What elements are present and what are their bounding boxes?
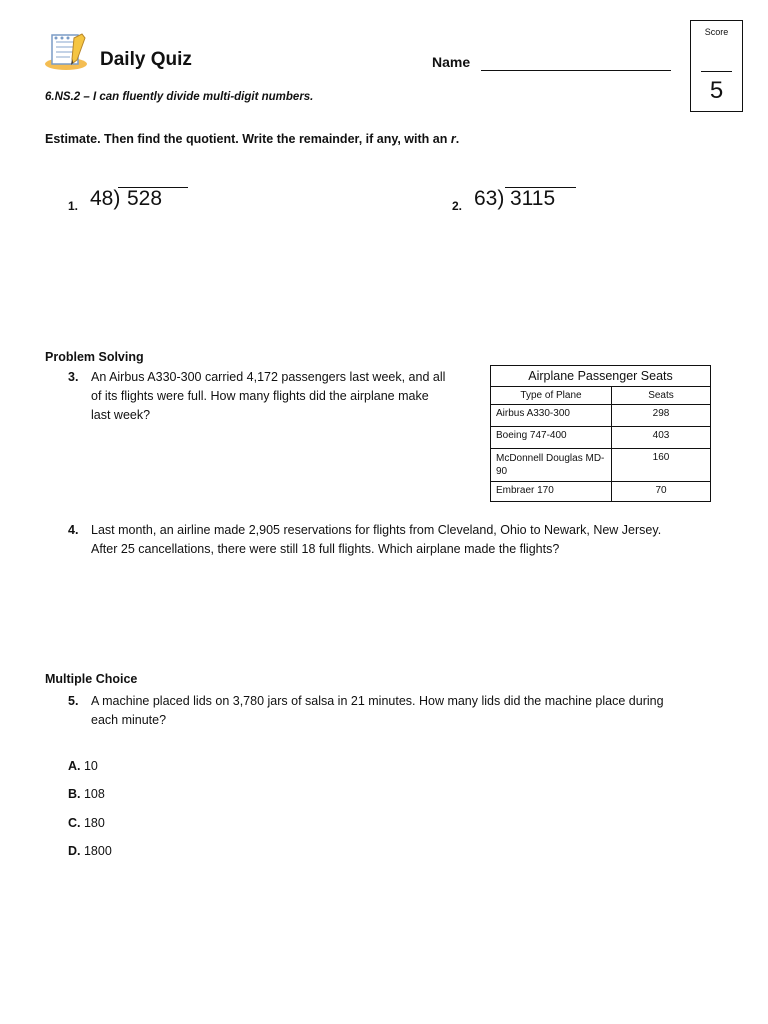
question-4-number: 4.	[68, 523, 79, 537]
instructions-end: .	[455, 132, 460, 146]
question-4-line: After 25 cancellations, there were still 18 full flights. Which airplane made the flights?	[91, 542, 560, 556]
table-caption: Airplane Passenger Seats	[490, 365, 711, 386]
table-header-row	[491, 387, 711, 405]
table-header: Seats	[612, 387, 711, 405]
question-3-line: An Airbus A330-300 carried 4,172 passengers last week, and all	[91, 370, 446, 384]
question-3-text	[91, 368, 486, 425]
table-header: Type of Plane	[491, 387, 612, 405]
score-box	[690, 20, 743, 112]
problem-1	[90, 187, 120, 211]
choice-value: 1800	[83, 844, 112, 858]
table-cell-seats: 160	[612, 449, 711, 482]
problem-2-dividend: 3115	[510, 187, 556, 210]
page-title: Daily Quiz	[100, 49, 192, 70]
choice-value: 108	[83, 787, 105, 801]
table-cell-plane: Boeing 747-400	[491, 427, 612, 449]
choice-b[interactable]	[68, 787, 105, 801]
problem-solving-heading: Problem Solving	[45, 350, 144, 364]
question-4-line: Last month, an airline made 2,905 reservations for flights from Cleveland, Ohio to Newark, New Jersey.	[91, 523, 662, 537]
table-cell-seats: 403	[612, 427, 711, 449]
instructions-text: Estimate. Then find the quotient. Write the remainder, if any, with an	[45, 132, 451, 146]
table-cell-seats: 70	[612, 482, 711, 502]
score-total: 5	[709, 77, 724, 104]
question-3-number: 3.	[68, 370, 79, 384]
choice-letter: B.	[68, 787, 81, 801]
question-5-line: each minute?	[91, 713, 167, 727]
choice-letter: C.	[68, 816, 81, 830]
instructions-r: r	[450, 132, 456, 146]
table-row	[491, 449, 711, 482]
instructions	[45, 132, 459, 146]
choice-d[interactable]	[68, 844, 112, 858]
table-row	[491, 427, 711, 449]
table-row	[491, 405, 711, 427]
quiz-logo-icon	[44, 32, 90, 72]
problem-1-divisor: 48	[90, 187, 114, 210]
standard-statement: 6.NS.2 – I can fluently divide multi-digit numbers.	[45, 91, 314, 103]
question-5-number: 5.	[68, 694, 79, 708]
problem-2-number: 2.	[452, 199, 463, 213]
choice-value: 180	[83, 816, 105, 830]
question-3-line: last week?	[91, 408, 151, 422]
question-3-line: of its flights were full. How many flights did the airplane make	[91, 389, 429, 403]
multiple-choice-heading: Multiple Choice	[45, 672, 138, 686]
choice-letter: A.	[68, 759, 81, 773]
question-5-text	[91, 692, 751, 730]
table-cell-plane: Embraer 170	[491, 482, 612, 502]
choice-value: 10	[83, 759, 98, 773]
score-line[interactable]	[701, 71, 732, 72]
problem-1-number: 1.	[68, 199, 79, 213]
table-row	[491, 482, 711, 502]
airplane-seats-table	[490, 365, 711, 502]
question-4-text	[91, 521, 751, 559]
table-cell-plane: McDonnell Douglas MD-90	[491, 449, 612, 482]
problem-2	[474, 187, 504, 211]
table-cell-plane: Airbus A330-300	[491, 405, 612, 427]
table-cell-seats: 298	[612, 405, 711, 427]
question-5-line: A machine placed lids on 3,780 jars of salsa in 21 minutes. How many lids did the machine place during	[91, 694, 664, 708]
division-bracket-icon: )	[497, 187, 505, 210]
problem-2-divisor: 63	[474, 187, 498, 210]
name-label: Name	[432, 54, 471, 70]
choice-a[interactable]	[68, 759, 98, 773]
choice-c[interactable]	[68, 816, 105, 830]
name-field[interactable]	[481, 70, 671, 71]
score-label: Score	[704, 27, 729, 37]
division-bracket-icon: )	[113, 187, 121, 210]
problem-1-dividend: 528	[127, 187, 163, 210]
choice-letter: D.	[68, 844, 81, 858]
